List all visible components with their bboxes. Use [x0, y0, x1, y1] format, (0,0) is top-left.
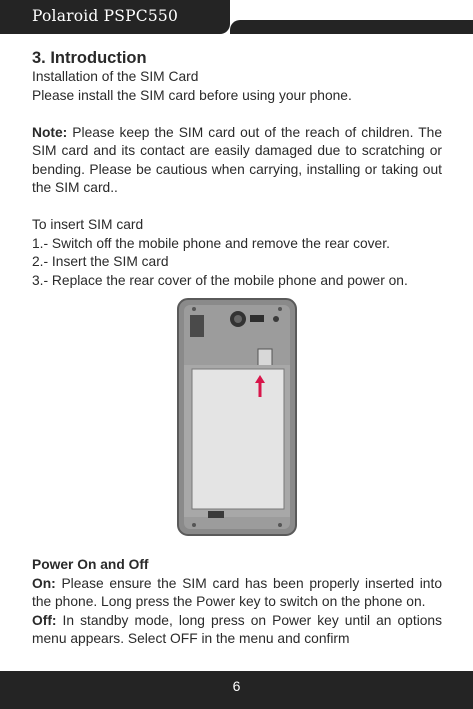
power-heading: Power On and Off: [32, 557, 149, 572]
power-on-paragraph: [32, 575, 442, 612]
page-number: 6: [232, 678, 241, 694]
battery-area: [192, 369, 284, 509]
document-title: Polaroid PSPC550: [32, 7, 178, 25]
header-bar: [0, 0, 473, 34]
note-paragraph: [32, 124, 442, 198]
power-off-paragraph: [32, 612, 442, 649]
footer-bar: [0, 671, 473, 709]
power-section: [32, 556, 442, 649]
intro-section: [32, 48, 442, 290]
phone-back-illustration: [176, 297, 298, 537]
note-text: Please keep the SIM card out of the reach of children. The SIM card and its contact are easily damaged due to scratching or bending. Please be cautious when carrying, installing or taking out the SIM card..: [32, 124, 442, 195]
step-2: 2.- Insert the SIM card: [32, 254, 169, 269]
section-heading: 3. Introduction: [32, 49, 147, 67]
on-text: Please ensure the SIM card has been properly inserted into the phone. Long press the Power key to switch on the phone on.: [32, 575, 442, 609]
step-1: 1.- Switch off the mobile phone and remove the rear cover.: [32, 235, 390, 251]
insert-title: To insert SIM card: [32, 217, 144, 232]
step-3: 3.- Replace the rear cover of the mobile phone and power on.: [32, 272, 408, 288]
off-text: In standby mode, long press on Power key until an options menu appears. Select OFF in the menu and confirm: [32, 612, 442, 646]
header-rule: [230, 20, 473, 34]
intro-line: Please install the SIM card before using your phone.: [32, 87, 352, 103]
subheading: Installation of the SIM Card: [32, 69, 199, 84]
on-label: On:: [32, 575, 56, 591]
off-label: Off:: [32, 612, 57, 628]
note-label: Note:: [32, 124, 68, 140]
